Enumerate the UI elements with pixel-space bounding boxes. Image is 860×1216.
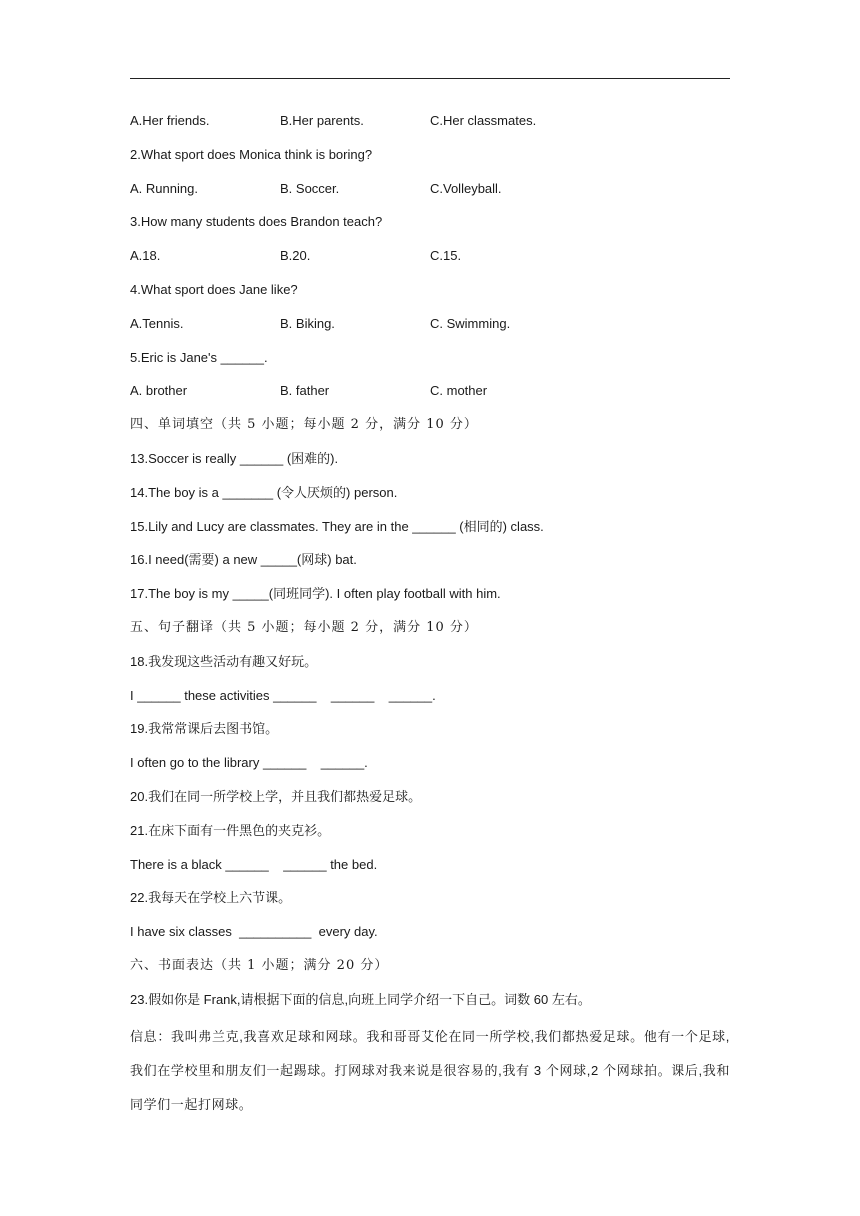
item-23-prompt: 23.假如你是 Frank,请根据下面的信息,向班上同学介绍一下自己。词数 60 左右。 [130, 991, 591, 1007]
item-15: 15.Lily and Lucy are classmates. They are in the ______ (相同的) class. [130, 518, 544, 534]
section-4-title: 四、单词填空（共 5 小题；每小题 2 分，满分 10 分） [130, 417, 478, 433]
options-row-q1 [130, 107, 730, 141]
question-4: 4.What sport does Jane like? [130, 281, 298, 297]
item-16: 16.I need(需要) a new _____(网球) bat. [130, 552, 357, 568]
item-23-info: 信息：我叫弗兰克,我喜欢足球和网球。我和哥哥艾伦在同一所学校,我们都热爱足球。他有一个足球,我们在学校里和朋友们一起踢球。打网球对我来说是很容易的,我有 3 个网球,2 个网球拍。课后,我和同学们一起打网球。 [130, 1028, 730, 1112]
option-c: C. mother [430, 383, 488, 399]
option-c: C.Volleyball. [430, 180, 502, 196]
options-row-q3 [130, 242, 730, 276]
item-13: 13.Soccer is really ______ (困难的). [130, 450, 339, 466]
options-row-q2 [130, 175, 730, 209]
option-a: A. Running. [130, 180, 198, 196]
option-a: A. brother [130, 383, 188, 399]
item-17: 17.The boy is my _____(同班同学). I often play football with him. [130, 586, 501, 602]
item-20: 20.我们在同一所学校上学，并且我们都热爱足球。 [130, 788, 422, 804]
item-21: 21.在床下面有一件黑色的夹克衫。 [130, 822, 331, 838]
question-2: 2.What sport does Monica think is boring? [130, 146, 373, 162]
option-b: B. Soccer. [280, 180, 340, 196]
option-a: A.Tennis. [130, 315, 184, 331]
option-c: C.Her classmates. [430, 113, 537, 128]
option-b: B. Biking. [280, 315, 335, 331]
section-5-title: 五、句子翻译（共 5 小题；每小题 2 分，满分 10 分） [130, 619, 478, 635]
options-row-q5 [130, 377, 730, 411]
question-5: 5.Eric is Jane's ______. [130, 349, 268, 365]
item-14: 14.The boy is a _______ (令人厌烦的) person. [130, 484, 398, 500]
option-b: B.Her parents. [280, 113, 364, 128]
item-22: 22.我每天在学校上六节课。 [130, 890, 292, 906]
item-19: 19.我常常课后去图书馆。 [130, 721, 279, 737]
item-21-answer: There is a black ______ ______ the bed. [130, 856, 378, 872]
header-rule [130, 78, 730, 79]
options-row-q4 [130, 310, 730, 344]
item-18-answer: I ______ these activities ______ ______ ______. [130, 687, 436, 703]
document-content [130, 107, 730, 1122]
option-a: A.Her friends. [130, 113, 210, 128]
item-19-answer: I often go to the library ______ ______. [130, 755, 368, 771]
option-c: C.15. [430, 248, 462, 264]
section-6-title: 六、书面表达（共 1 小题；满分 20 分） [130, 957, 389, 973]
option-b: B. father [280, 383, 330, 399]
question-3: 3.How many students does Brandon teach? [130, 214, 383, 230]
option-b: B.20. [280, 248, 311, 264]
item-22-answer: I have six classes __________ every day. [130, 924, 378, 940]
option-a: A.18. [130, 248, 161, 264]
item-18: 18.我发现这些活动有趣又好玩。 [130, 653, 318, 669]
option-c: C. Swimming. [430, 315, 511, 331]
